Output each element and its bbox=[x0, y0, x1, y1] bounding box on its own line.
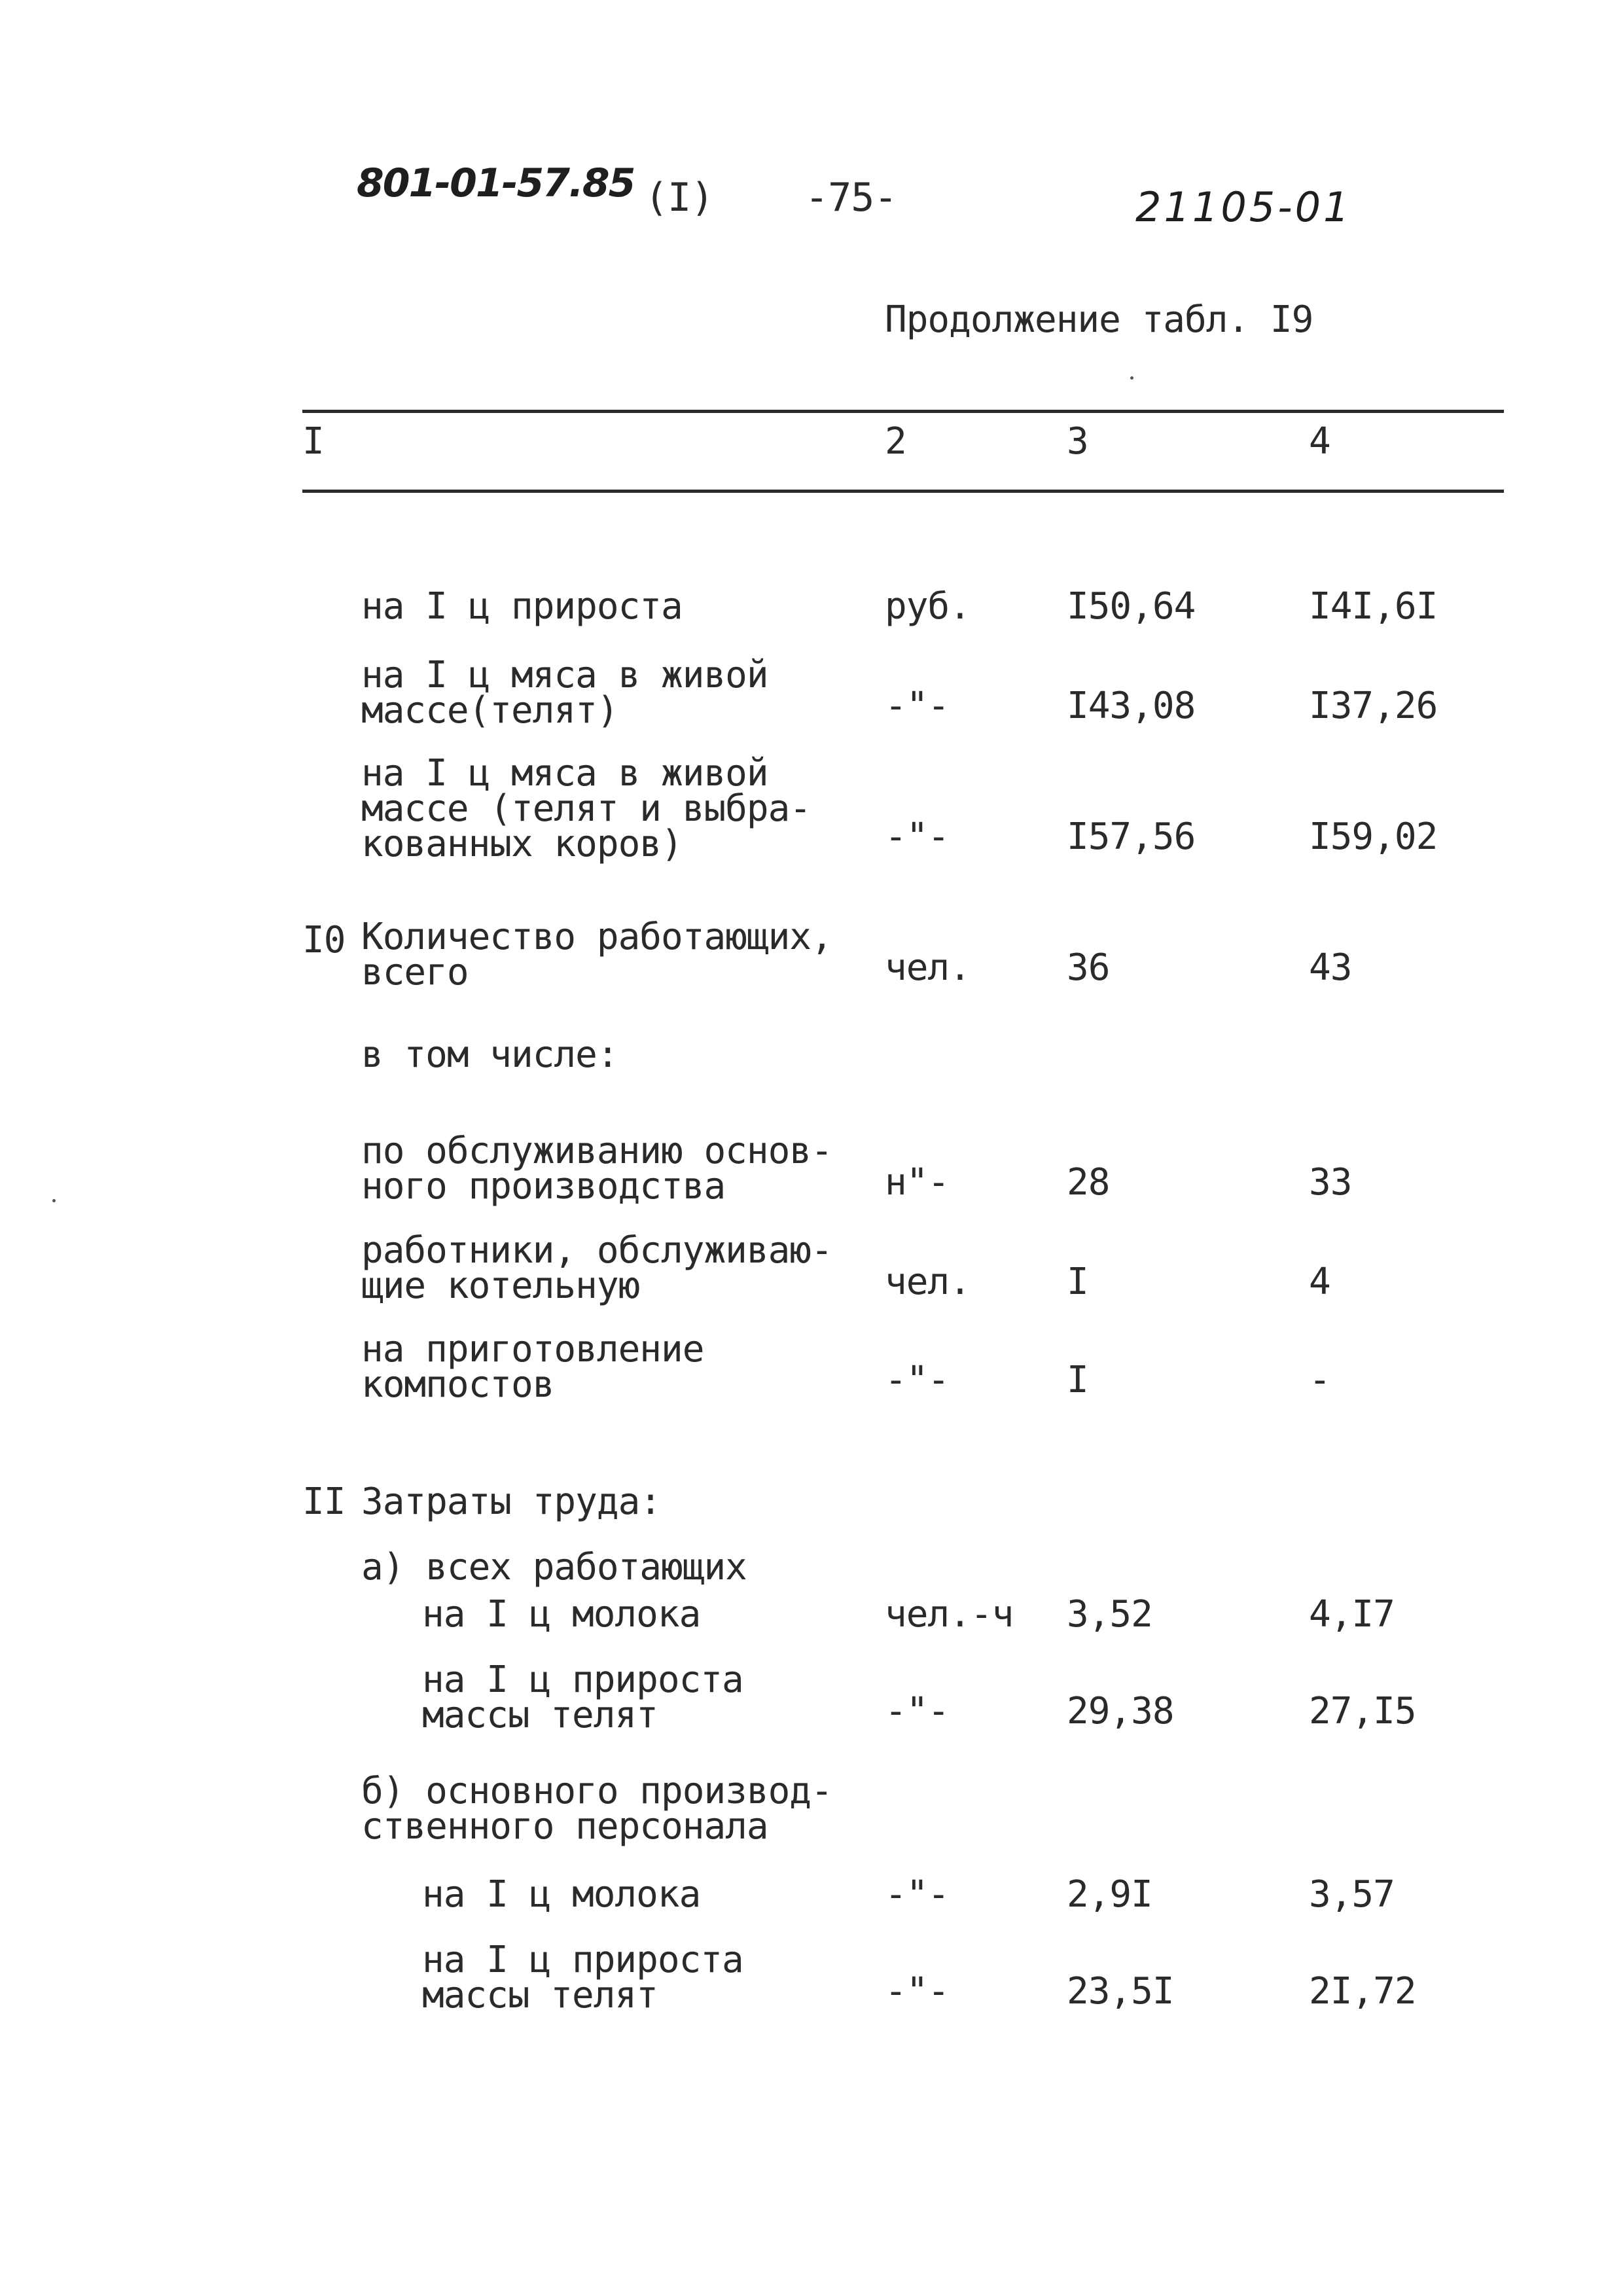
row-unit: н"- bbox=[885, 1161, 950, 1204]
row-value-col4: 43 bbox=[1309, 946, 1352, 989]
row-number: I0 bbox=[302, 919, 346, 961]
column-header-2: 2 bbox=[885, 420, 906, 463]
row-unit: чел. bbox=[885, 946, 971, 989]
row-label: б) основного производ- ственного персонала bbox=[361, 1770, 832, 1848]
row-label: в том числе: bbox=[361, 1033, 618, 1076]
row-label: на I ц прироста bbox=[361, 585, 683, 628]
row-label: на I ц мяса в живой массе(телят) bbox=[361, 654, 768, 732]
row-unit: руб. bbox=[885, 585, 971, 628]
row-label: Затраты труда: bbox=[361, 1480, 662, 1523]
row-value-col4: I4I,6I bbox=[1309, 585, 1438, 628]
column-header-4: 4 bbox=[1309, 420, 1330, 463]
row-label: по обслуживанию основ- ного производства bbox=[361, 1130, 832, 1208]
row-value-col4: 3,57 bbox=[1309, 1873, 1395, 1916]
row-label: Количество работающих, всего bbox=[361, 916, 832, 994]
row-value-col3: 2,9I bbox=[1067, 1873, 1152, 1916]
row-label: на I ц мяса в живой массе (телят и выбра- кованных коров) bbox=[361, 752, 812, 865]
row-value-col4: 27,I5 bbox=[1309, 1690, 1416, 1732]
row-value-col3: 3,52 bbox=[1067, 1593, 1152, 1636]
row-label: на I ц прироста массы телят bbox=[422, 1659, 743, 1736]
row-unit: -"- bbox=[885, 1359, 950, 1401]
row-label: работники, обслуживаю- щие котельную bbox=[361, 1229, 832, 1307]
row-number: II bbox=[302, 1480, 346, 1523]
row-value-col4: - bbox=[1309, 1359, 1330, 1401]
table-caption: Продолжение табл. I9 bbox=[885, 298, 1313, 341]
row-value-col3: I bbox=[1067, 1261, 1088, 1303]
speck bbox=[1130, 376, 1133, 380]
row-value-col3: I43,08 bbox=[1067, 685, 1196, 727]
row-unit: чел. bbox=[885, 1261, 971, 1303]
archive-number: 21105-01 bbox=[1135, 183, 1352, 231]
row-unit: -"- bbox=[885, 1690, 950, 1732]
part-number: (I) bbox=[645, 175, 714, 221]
table-top-rule bbox=[302, 410, 1504, 413]
row-value-col4: 2I,72 bbox=[1309, 1970, 1416, 2013]
column-header-3: 3 bbox=[1067, 420, 1088, 463]
row-value-col3: 23,5I bbox=[1067, 1970, 1174, 2013]
row-unit: -"- bbox=[885, 685, 950, 727]
row-value-col4: 4 bbox=[1309, 1261, 1330, 1303]
row-label: а) всех работающих bbox=[361, 1546, 747, 1588]
row-unit: -"- bbox=[885, 1970, 950, 2013]
row-unit: -"- bbox=[885, 816, 950, 858]
speck bbox=[52, 1199, 56, 1202]
row-value-col4: 4,I7 bbox=[1309, 1593, 1395, 1636]
row-value-col4: I37,26 bbox=[1309, 685, 1438, 727]
row-value-col3: 28 bbox=[1067, 1161, 1110, 1204]
row-value-col3: 36 bbox=[1067, 946, 1110, 989]
row-label: на I ц молока bbox=[422, 1873, 701, 1916]
row-label: на I ц прироста массы телят bbox=[422, 1939, 743, 2017]
row-value-col4: 33 bbox=[1309, 1161, 1352, 1204]
row-label: на приготовление компостов bbox=[361, 1328, 704, 1406]
row-label: на I ц молока bbox=[422, 1593, 701, 1636]
row-unit: -"- bbox=[885, 1873, 950, 1916]
document-code: 801-01-57.85 bbox=[357, 160, 635, 206]
row-value-col3: I bbox=[1067, 1359, 1088, 1401]
row-value-col3: I57,56 bbox=[1067, 816, 1196, 858]
row-value-col4: I59,02 bbox=[1309, 816, 1438, 858]
page-number: -75- bbox=[805, 175, 897, 221]
row-value-col3: 29,38 bbox=[1067, 1690, 1174, 1732]
table-header-rule bbox=[302, 490, 1504, 493]
row-unit: чел.-ч bbox=[885, 1593, 1014, 1636]
row-value-col3: I50,64 bbox=[1067, 585, 1196, 628]
column-header-1: I bbox=[302, 420, 324, 463]
